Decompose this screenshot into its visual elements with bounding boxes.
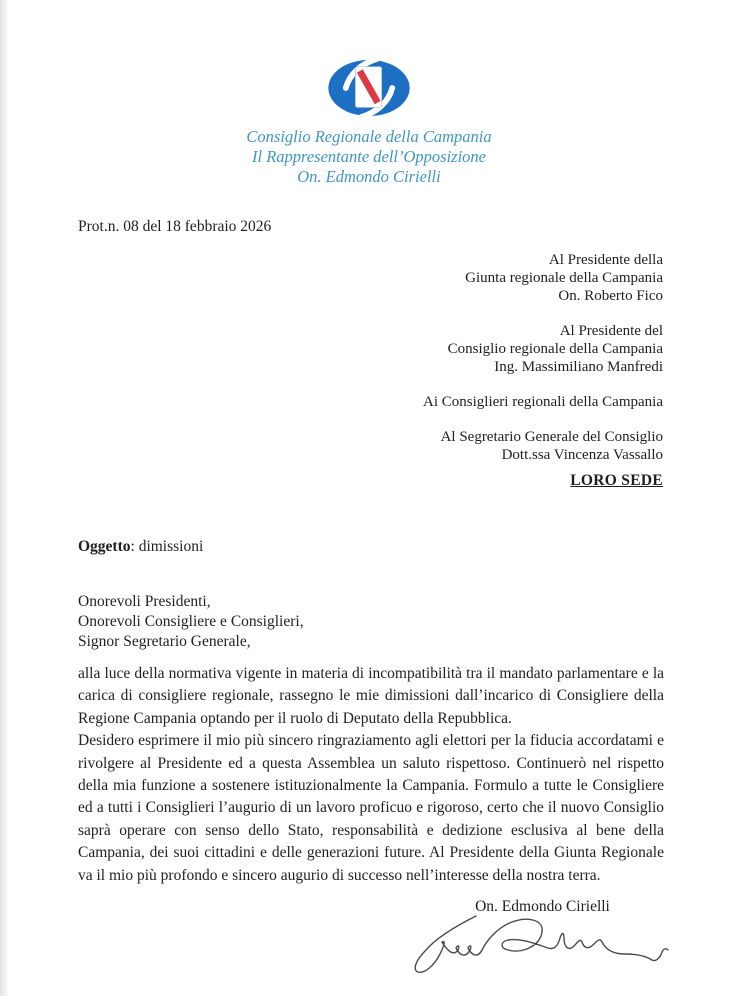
subject-line [78,538,203,556]
salutation-line: Onorevoli Consigliere e Consiglieri, [78,612,304,630]
letterhead-text [0,127,738,187]
recipient-line: Al Presidente della [548,252,663,268]
recipient-segretario [423,428,663,464]
subject-label: Oggetto [78,538,131,555]
recipient-line: Dott.ssa Vincenza Vassallo [501,447,663,463]
recipient-line: On. Roberto Fico [558,288,663,304]
salutation-line: Signor Segretario Generale, [78,632,251,650]
recipient-line: Ing. Massimiliano Manfredi [494,359,663,375]
recipient-line: Al Presidente del [559,323,663,339]
recipient-consiglio [423,322,663,376]
signature-name: On. Edmondo Cirielli [475,898,610,915]
subject-value: : dimissioni [130,538,204,555]
letterhead-organization: Consiglio Regionale della Campania [246,127,492,146]
recipient-line: Giunta regionale della Campania [465,270,663,286]
letterhead-official: On. Edmondo Cirielli [297,167,441,186]
loro-sede-label: LORO SEDE [570,472,663,489]
recipient-line: Ai Consiglieri regionali della Campania [423,394,663,410]
recipient-giunta [423,251,663,305]
regione-campania-logo-icon [324,58,414,118]
letter-body [78,663,664,887]
letterhead-office: Il Rappresentante dell’Opposizione [251,147,486,166]
recipient-consiglieri [423,393,663,411]
recipient-line: Al Segretario Generale del Consiglio [440,429,663,445]
salutation-line: Onorevoli Presidenti, [78,593,211,610]
protocol-line: Prot.n. 08 del 18 febbraio 2026 [78,218,272,235]
recipients-block [423,251,663,481]
body-paragraph: Desidero esprimere il mio più sincero ringraziamento agli elettori per la fiducia accordatami e rivolgere al Presidente ed a questa Assemblea un saluto rispettoso. Continuerò nel rispetto della mia funzione a sostenere istituzionalmente la Campania. Formulo a tutte le Consigliere ed a tutti i Consiglieri l’augurio di un lavoro proficuo e rigoroso, certo che il nuovo Consiglio saprà operare con senso dello Stato, responsabilità e dedizione esclusiva al bene della Campania, dei suoi cittadini e delle generazioni future. Al Presidente della Giunta Regionale va il mio più profondo e sincero augurio di successo nell’interesse della nostra terra. [78,732,664,884]
body-paragraph: alla luce della normativa vigente in materia di incompatibilità tra il mandato parlamentare e la carica di consigliere regionale, rassegno le mie dimissioni dall’incarico di Consigliere della Regione Campania optando per il ruolo di Deputato della Repubblica. [78,665,664,727]
salutation-block [78,592,304,651]
letterhead [0,58,738,187]
handwritten-signature [408,908,678,988]
recipient-line: Consiglio regionale della Campania [447,341,663,357]
